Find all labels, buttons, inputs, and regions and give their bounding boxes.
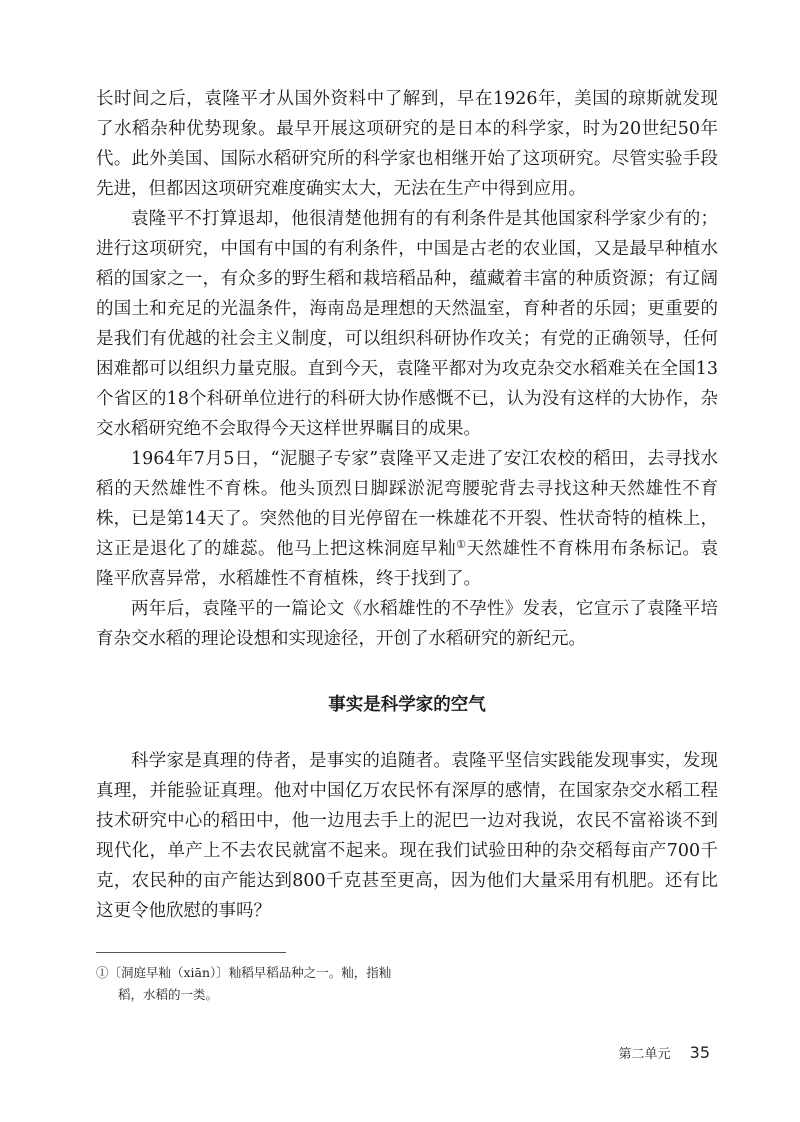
section-title: 事实是科学家的空气 bbox=[328, 695, 486, 715]
paragraph-3-text-a: 1964年7月5日，“泥腿子专家”袁隆平又走进了安江农校的稻田，去寻找水稻的天然雄性不育株。他头顶烈日脚踩淤泥弯腰驼背去寻找这种天然雄性不育株，已是第14天了。突然他的目光停留在一株雄花不开裂、性状奇特的植株上，这正是退化了的雄蕊。他马上把这株洞庭早籼 bbox=[96, 449, 718, 559]
footnote bbox=[96, 962, 436, 1006]
page-number: 35 bbox=[689, 1043, 710, 1062]
unit-label: 第二单元 bbox=[618, 1047, 671, 1062]
page-footer bbox=[619, 1043, 710, 1062]
footnote-divider bbox=[96, 952, 286, 953]
paragraph-4: 两年后，袁隆平的一篇论文《水稻雄性的不孕性》发表，它宣示了袁隆平培育杂交水稻的理论设想和实现途径，开创了水稻研究的新纪元。 bbox=[96, 599, 718, 649]
paragraph-3 bbox=[96, 444, 718, 594]
footnote-line-1: ①〔洞庭早籼（xiān）〕籼稻早稻品种之一。籼，指籼 bbox=[96, 965, 392, 980]
paragraph-3-text-b: 天然雄性不育株用布条标记。袁隆平欣喜异常，水稻雄性不育植株，终于找到了。 bbox=[96, 539, 719, 589]
footnote-marker[interactable]: ① bbox=[456, 538, 467, 551]
paragraph-5: 科学家是真理的侍者，是事实的追随者。袁隆平坚信实践能发现事实，发现真理，并能验证真理。他对中国亿万农民怀有深厚的感情，在国家杂交水稻工程技术研究中心的稻田中，他一边甩去手上的泥巴一边对我说，农民不富裕谈不到现代化，单产上不去农民就富不起来。现在我们试验田种的杂交稻每亩产700千克，农民种的亩产能达到800千克甚至更高，因为他们大量采用有机肥。还有比这更令他欣慰的事吗？ bbox=[96, 751, 718, 921]
paragraph-1: 长时间之后，袁隆平才从国外资料中了解到，早在1926年，美国的琼斯就发现了水稻杂种优势现象。最早开展这项研究的是日本的科学家，时为20世纪50年代。此外美国、国际水稻研究所的科学家也相继开始了这项研究。尽管实验手段先进，但都因这项研究难度确实太大，无法在生产中得到应用。 bbox=[96, 89, 718, 199]
page-body bbox=[96, 84, 718, 926]
paragraph-2: 袁隆平不打算退却，他很清楚他拥有的有利条件是其他国家科学家少有的；进行这项研究，中国有中国的有利条件，中国是古老的农业国，又是最早种植水稻的国家之一，有众多的野生稻和栽培稻品种，蕴藏着丰富的种质资源；有辽阔的国土和充足的光温条件，海南岛是理想的天然温室，育种者的乐园；更重要的是我们有优越的社会主义制度，可以组织科研协作攻关；有党的正确领导，任何困难都可以组织力量克服。直到今天，袁隆平都对为攻克杂交水稻难关在全国13个省区的18个科研单位进行的科研大协作感慨不已，认为没有这样的大协作，杂交水稻研究绝不会取得今天这样世界瞩目的成果。 bbox=[96, 209, 718, 439]
footnote-line-2: 稻，水稻的一类。 bbox=[118, 987, 219, 1002]
